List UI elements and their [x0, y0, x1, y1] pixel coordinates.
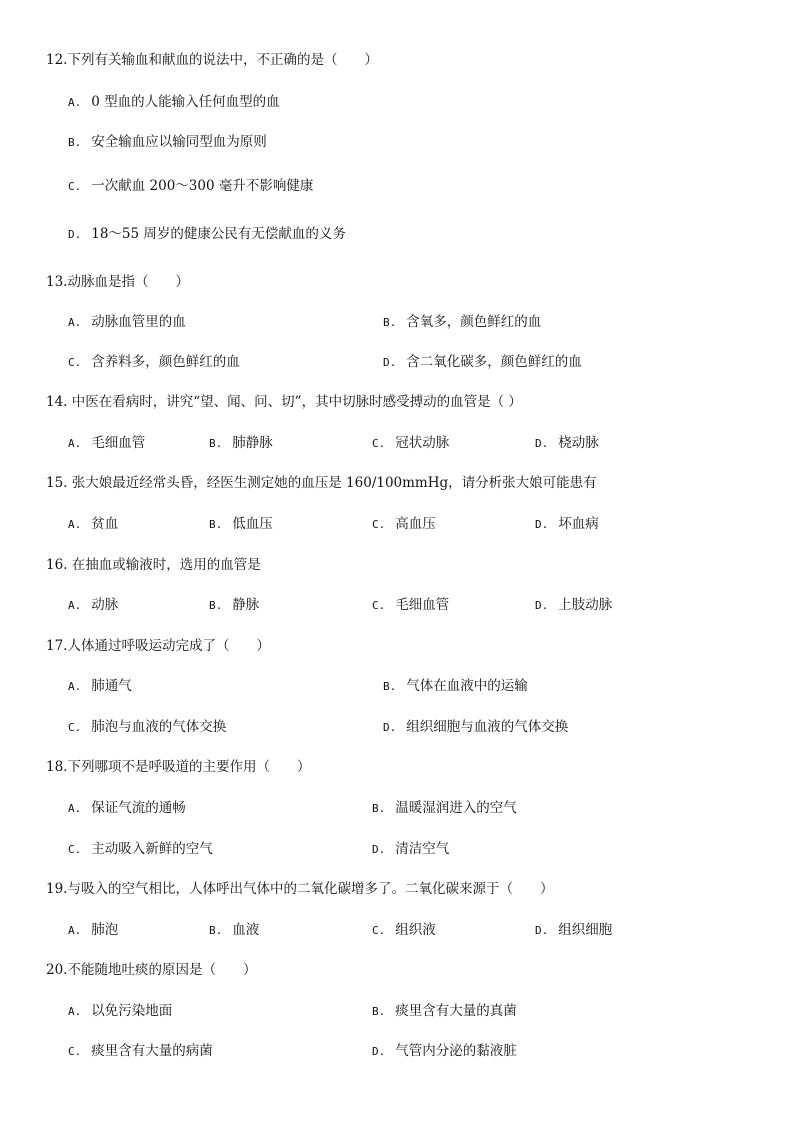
q15-option-c — [372, 512, 436, 532]
option-text: 18～55 周岁的健康公民有无偿献血的义务 — [91, 226, 346, 242]
option-text: 动脉血管里的血 — [91, 314, 186, 330]
option-text: 气管内分泌的黏液脏 — [395, 1043, 517, 1059]
option-text: 含二氧化碳多，颜色鲜红的血 — [406, 354, 582, 370]
option-label: C. — [68, 843, 82, 856]
option-label: C. — [68, 1045, 82, 1058]
q14-option-d — [535, 431, 599, 451]
option-text: 毛细血管 — [91, 435, 146, 451]
q13-option-a — [68, 310, 186, 330]
option-label: A. — [68, 680, 82, 693]
option-text: 以免污染地面 — [91, 1003, 173, 1019]
q20-option-b — [372, 999, 517, 1019]
option-text: 一次献血 200～300 毫升不影响健康 — [91, 178, 314, 194]
question-15-stem: 15. 张大娘最近经常头昏，经医生测定她的血压是 160/100mmHg，请分析张大娘可能患有 — [46, 475, 597, 491]
q14-option-b — [209, 431, 273, 451]
q20-option-d — [372, 1039, 517, 1059]
option-label: B. — [372, 1005, 386, 1018]
option-text: 高血压 — [395, 516, 436, 532]
question-17-stem: 17.人体通过呼吸运动完成了（ ） — [46, 638, 270, 654]
option-label: B. — [383, 680, 397, 693]
option-text: 肺通气 — [91, 678, 132, 694]
option-text: 冠状动脉 — [395, 435, 450, 451]
q12-option-a — [68, 90, 280, 110]
q15-option-d — [535, 512, 599, 532]
q18-option-c — [68, 837, 213, 857]
option-label: A. — [68, 96, 82, 109]
option-text: 肺泡 — [91, 922, 119, 938]
option-label: B. — [372, 802, 386, 815]
q15-option-b — [209, 512, 273, 532]
question-13-stem: 13.动脉血是指（ ） — [46, 274, 189, 290]
option-label: C. — [372, 924, 386, 937]
question-16-stem: 16. 在抽血或输液时，选用的血管是 — [46, 557, 261, 573]
option-text: 桡动脉 — [558, 435, 599, 451]
option-label: B. — [209, 518, 223, 531]
question-20-stem: 20.不能随地吐痰的原因是（ ） — [46, 962, 257, 978]
q19-option-a — [68, 918, 118, 938]
option-label: A. — [68, 599, 82, 612]
option-text: 贫血 — [91, 516, 119, 532]
q19-option-c — [372, 918, 436, 938]
option-label: D. — [383, 721, 397, 734]
option-label: A. — [68, 924, 82, 937]
option-text: 上肢动脉 — [558, 597, 613, 613]
q18-option-a — [68, 796, 186, 816]
option-text: 肺泡与血液的气体交换 — [91, 719, 227, 735]
option-label: D. — [372, 843, 386, 856]
option-label: D. — [535, 518, 549, 531]
q18-option-d — [372, 837, 449, 857]
q16-option-d — [535, 593, 612, 613]
option-text: 安全输血应以输同型血为原则 — [91, 134, 267, 150]
q19-option-d — [535, 918, 612, 938]
option-text: 保证气流的通畅 — [91, 800, 186, 816]
option-label: B. — [383, 316, 397, 329]
option-text: 静脉 — [232, 597, 260, 613]
question-12-stem: 12.下列有关输血和献血的说法中，不正确的是（ ） — [46, 52, 378, 68]
option-label: D. — [535, 599, 549, 612]
option-label: B. — [209, 924, 223, 937]
option-text: 坏血病 — [558, 516, 599, 532]
q12-option-d — [68, 222, 346, 242]
option-label: A. — [68, 518, 82, 531]
option-text: 清洁空气 — [395, 841, 450, 857]
q14-option-a — [68, 431, 145, 451]
option-label: B. — [209, 437, 223, 450]
q12-option-c — [68, 174, 313, 194]
option-label: C. — [68, 356, 82, 369]
q17-option-a — [68, 674, 132, 694]
option-label: D. — [535, 437, 549, 450]
option-label: B. — [68, 136, 82, 149]
option-label: D. — [383, 356, 397, 369]
option-text: 组织细胞与血液的气体交换 — [406, 719, 569, 735]
option-text: 气体在血液中的运输 — [406, 678, 528, 694]
question-19-stem: 19.与吸入的空气相比，人体呼出气体中的二氧化碳增多了。二氧化碳来源于（ ） — [46, 881, 554, 897]
option-text: 0 型血的人能输入任何血型的血 — [91, 94, 280, 110]
option-label: A. — [68, 1005, 82, 1018]
option-text: 痰里含有大量的病菌 — [91, 1043, 213, 1059]
q12-option-b — [68, 130, 267, 150]
option-text: 主动吸入新鲜的空气 — [91, 841, 213, 857]
option-label: A. — [68, 437, 82, 450]
option-label: A. — [68, 316, 82, 329]
q17-option-b — [383, 674, 528, 694]
option-text: 毛细血管 — [395, 597, 450, 613]
q13-option-b — [383, 310, 541, 330]
q14-option-c — [372, 431, 449, 451]
option-text: 动脉 — [91, 597, 119, 613]
question-18-stem: 18.下列哪项不是呼吸道的主要作用（ ） — [46, 759, 311, 775]
option-text: 温暖湿润进入的空气 — [395, 800, 517, 816]
option-text: 组织细胞 — [558, 922, 613, 938]
question-14-stem: 14. 中医在看病时，讲究“望、闻、问、切”，其中切脉时感受搏动的血管是（ ） — [46, 394, 522, 410]
q13-option-c — [68, 350, 240, 370]
option-label: C. — [68, 721, 82, 734]
q19-option-b — [209, 918, 259, 938]
option-text: 组织液 — [395, 922, 436, 938]
option-label: C. — [372, 599, 386, 612]
option-label: C. — [68, 180, 82, 193]
option-label: D. — [535, 924, 549, 937]
q16-option-a — [68, 593, 118, 613]
q13-option-d — [383, 350, 582, 370]
q17-option-d — [383, 715, 568, 735]
option-text: 痰里含有大量的真菌 — [395, 1003, 517, 1019]
option-label: C. — [372, 437, 386, 450]
q16-option-b — [209, 593, 259, 613]
option-text: 含养料多，颜色鲜红的血 — [91, 354, 240, 370]
option-text: 血液 — [232, 922, 260, 938]
option-label: A. — [68, 802, 82, 815]
option-label: D. — [68, 228, 82, 241]
q17-option-c — [68, 715, 226, 735]
q15-option-a — [68, 512, 118, 532]
q20-option-c — [68, 1039, 213, 1059]
option-label: D. — [372, 1045, 386, 1058]
option-text: 低血压 — [232, 516, 273, 532]
option-label: C. — [372, 518, 386, 531]
option-text: 肺静脉 — [232, 435, 273, 451]
option-text: 含氧多，颜色鲜红的血 — [406, 314, 542, 330]
option-label: B. — [209, 599, 223, 612]
q18-option-b — [372, 796, 517, 816]
q16-option-c — [372, 593, 449, 613]
q20-option-a — [68, 999, 172, 1019]
